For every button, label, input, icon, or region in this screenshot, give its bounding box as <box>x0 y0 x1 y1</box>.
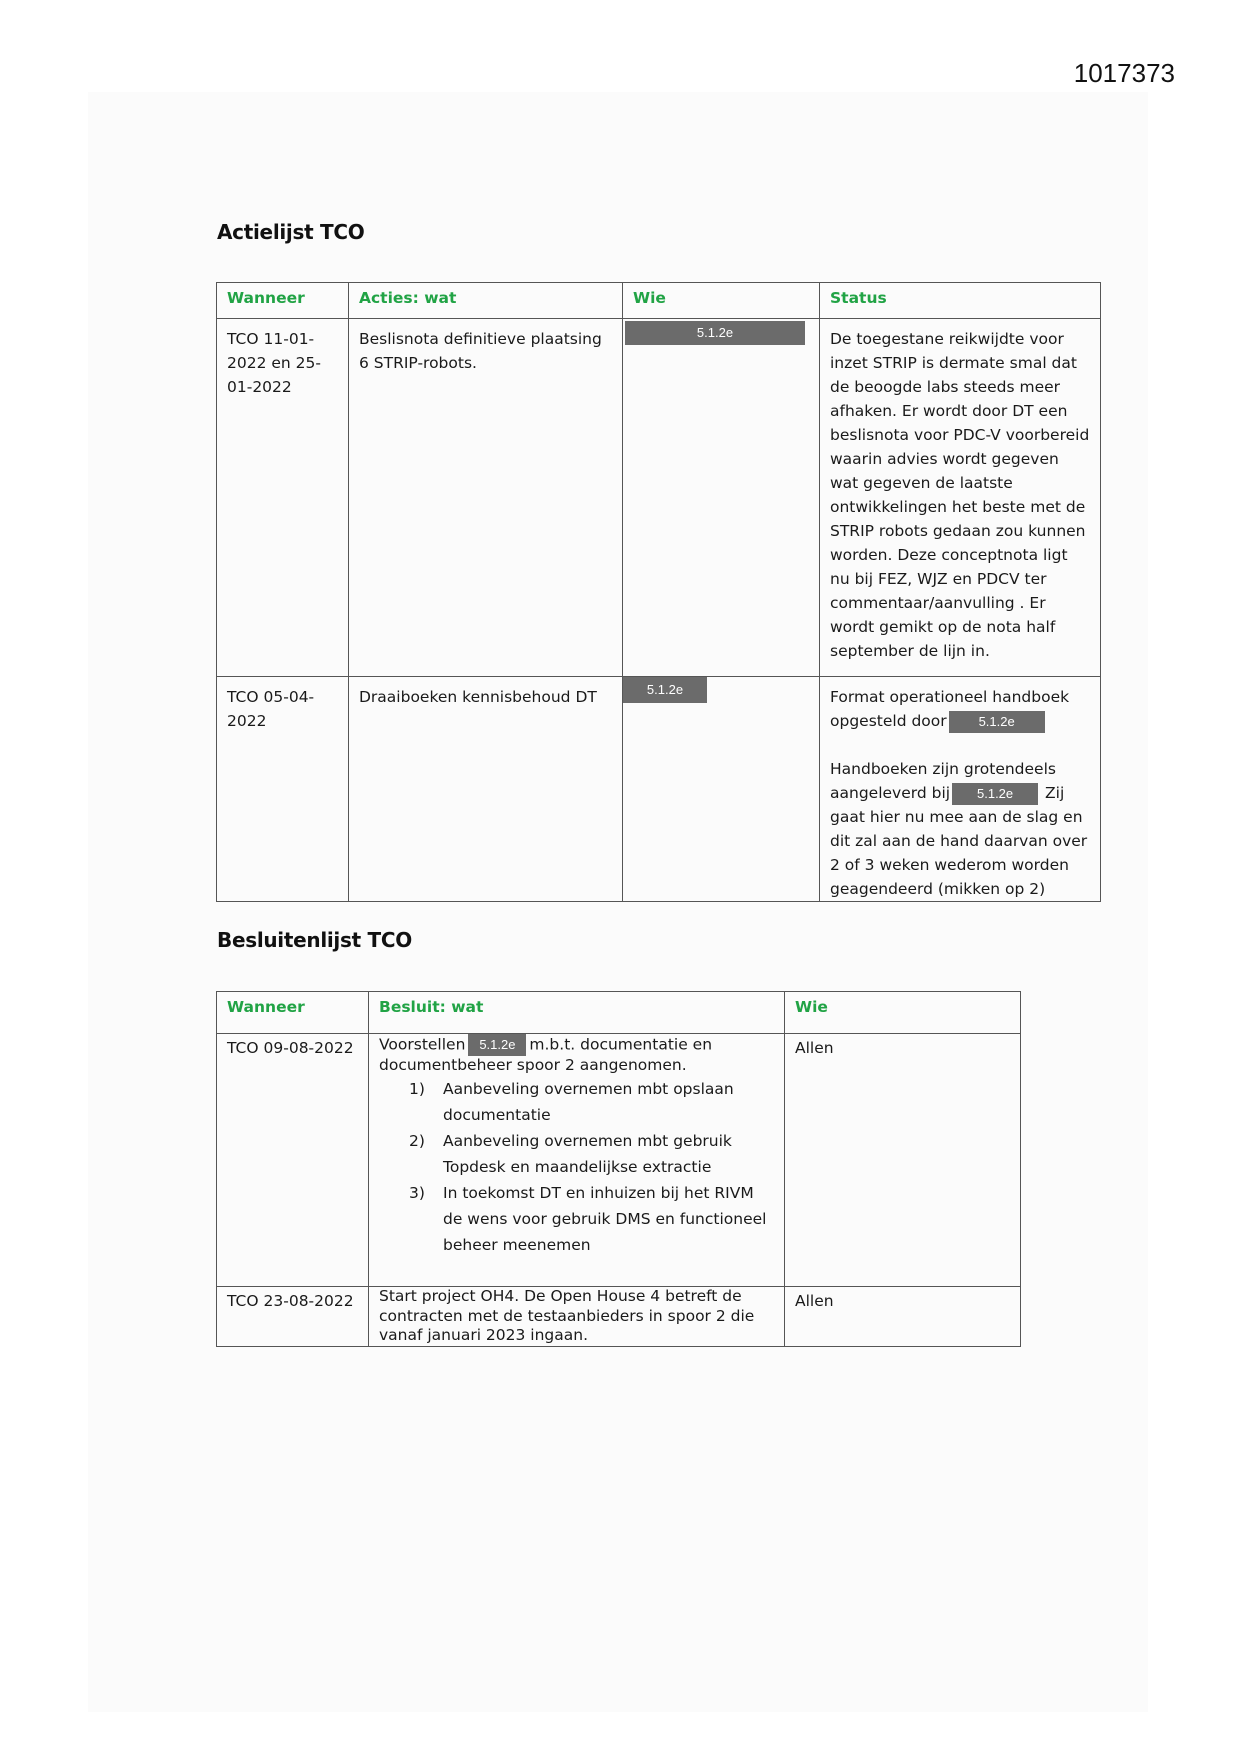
document-number: 1017373 <box>1073 58 1175 88</box>
header-wanneer: Wanneer <box>217 992 369 1034</box>
cell-wat: Draaiboeken kennisbehoud DT <box>349 677 623 902</box>
actielijst-table <box>216 282 1101 902</box>
cell-wie <box>623 677 820 902</box>
redaction-block: 5.1.2e <box>625 321 805 345</box>
list-item: 1) Aanbeveling overnemen mbt opslaan documentatie <box>409 1079 734 1124</box>
decision-list <box>379 1076 774 1258</box>
header-wie: Wie <box>623 283 820 319</box>
redaction-block: 5.1.2e <box>952 783 1038 805</box>
besluitenlijst-table <box>216 991 1021 1347</box>
besluitenlijst-title: Besluitenlijst TCO <box>217 928 412 952</box>
cell-status: De toegestane reikwijdte voor inzet STRIP is dermate smal dat de beoogde labs steeds meer afhaken. Er wordt door DT een beslisnota voor PDC-V voorbereid waarin advies wordt gegeven wat gegeven de laatste ontwikkelingen het beste met de STRIP robots gedaan zou kunnen worden. Deze conceptnota ligt nu bij FEZ, WJZ en PDCV ter commentaar/aanvulling . Er wordt gemikt op de nota half september de lijn in. <box>820 319 1101 677</box>
cell-wanneer: TCO 11-01-2022 en 25-01-2022 <box>217 319 349 677</box>
cell-wie: Allen <box>785 1034 1021 1287</box>
redaction-block: 5.1.2e <box>949 711 1045 733</box>
cell-status <box>820 677 1101 902</box>
list-item: 2) Aanbeveling overnemen mbt gebruik Topdesk en maandelijkse extractie <box>409 1131 732 1176</box>
table-row <box>217 1287 1021 1347</box>
actielijst-title: Actielijst TCO <box>217 220 365 244</box>
status-text-3: Zij gaat hier nu mee aan de slag en dit zal aan de hand daarvan over 2 of 3 weken wederom worden geagendeerd (mikken op 2) <box>830 784 1088 898</box>
besluit-intro: Voorstellen <box>379 1035 466 1054</box>
cell-wat: Beslisnota definitieve plaatsing 6 STRIP-robots. <box>349 319 623 677</box>
redaction-block: 5.1.2e <box>468 1034 526 1056</box>
cell-wanneer: TCO 09-08-2022 <box>217 1034 369 1287</box>
header-status: Status <box>820 283 1101 319</box>
header-wie: Wie <box>785 992 1021 1034</box>
header-besluit-wat: Besluit: wat <box>369 992 785 1034</box>
table-row <box>217 319 1101 677</box>
cell-wanneer: TCO 23-08-2022 <box>217 1287 369 1347</box>
status-text-1: Format operationeel handboek opgesteld door <box>830 688 1070 730</box>
cell-wie: Allen <box>785 1287 1021 1347</box>
table-row <box>217 677 1101 902</box>
redaction-block: 5.1.2e <box>623 677 707 703</box>
besluit-intro-rest: m.b.t. documentatie en documentbeheer spoor 2 aangenomen. <box>379 1035 713 1074</box>
list-item: 3) In toekomst DT en inhuizen bij het RIVM de wens voor gebruik DMS en functioneel beheer meenemen <box>409 1183 767 1254</box>
status-text-2: Handboeken zijn grotendeels aangeleverd bij <box>830 760 1056 802</box>
cell-besluit: Start project OH4. De Open House 4 betreft de contracten met de testaanbieders in spoor 2 die vanaf januari 2023 ingaan. <box>369 1287 785 1347</box>
cell-wanneer: TCO 05-04-2022 <box>217 677 349 902</box>
header-acties-wat: Acties: wat <box>349 283 623 319</box>
table-row <box>217 1034 1021 1287</box>
cell-wie <box>623 319 820 677</box>
cell-besluit <box>369 1034 785 1287</box>
header-wanneer: Wanneer <box>217 283 349 319</box>
